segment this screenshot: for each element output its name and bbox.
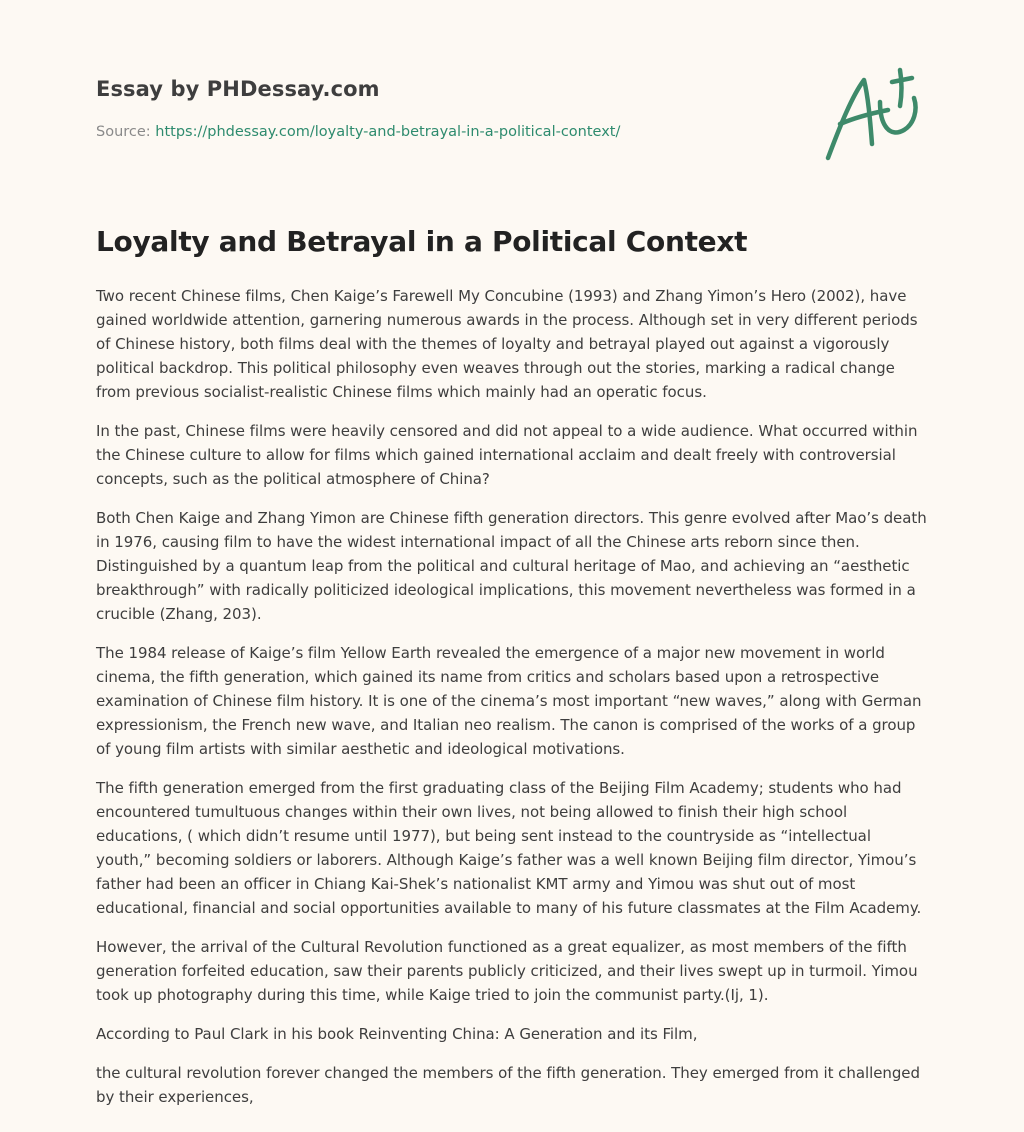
source-line xyxy=(96,124,620,140)
source-label: Source: xyxy=(96,124,156,140)
essay-body xyxy=(96,284,928,1124)
paragraph: the cultural revolution forever changed the members of the fifth generation. They emerged from it challenged by their experiences, xyxy=(96,1064,920,1106)
paragraph: In the past, Chinese films were heavily censored and did not appeal to a wide audience. What occurred within the Chinese culture to allow for films which gained international acclaim and dealt freely with controversial concepts, such as the political atmosphere of China? xyxy=(96,422,918,488)
source-link[interactable]: https://phdessay.com/loyalty-and-betrayal-in-a-political-context/ xyxy=(155,124,621,140)
site-brand: Essay by PHDessay.com xyxy=(96,77,380,101)
paragraph: Both Chen Kaige and Zhang Yimon are Chinese fifth generation directors. This genre evolved after Mao’s death in 1976, causing film to have the widest international impact of all the Chinese arts reborn since then. Distinguished by a quantum leap from the political and cultural heritage of Mao, and achieving an “aesthetic breakthrough” with radically politicized ideological implications, this movement nevertheless was formed in a crucible (Zhang, 203). xyxy=(96,509,927,623)
paragraph: The 1984 release of Kaige’s film Yellow Earth revealed the emergence of a major new movement in world cinema, the fifth generation, which gained its name from critics and scholars based upon a retrospective examination of Chinese film history. It is one of the cinema’s most important “new waves,” along with German expressionism, the French new wave, and Italian neo realism. The canon is comprised of the works of a group of young film artists with similar aesthetic and ideological motivations. xyxy=(96,644,922,758)
paragraph: The fifth generation emerged from the first graduating class of the Beijing Film Academy; students who had encountered tumultuous changes within their own lives, not being allowed to finish their high school educations, ( which didn’t resume until 1977), but being sent instead to the countryside as “intellectual youth,” becoming soldiers or laborers. Although Kaige’s father was a well known Beijing film director, Yimou’s father had been an officer in Chiang Kai-Shek’s nationalist KMT army and Yimou was shut out of most educational, financial and social opportunities available to many of his future classmates at the Film Academy. xyxy=(96,779,922,917)
paragraph: Two recent Chinese films, Chen Kaige’s Farewell My Concubine (1993) and Zhang Yimon’s Hero (2002), have gained worldwide attention, garnering numerous awards in the process. Although set in very different periods of Chinese history, both films deal with the themes of loyalty and betrayal played out against a vigorously political backdrop. This political philosophy even weaves through out the stories, marking a radical change from previous socialist-realistic Chinese films which mainly had an operatic focus. xyxy=(96,287,918,401)
paragraph: According to Paul Clark in his book Reinventing China: A Generation and its Film, xyxy=(96,1025,698,1043)
paragraph: However, the arrival of the Cultural Revolution functioned as a great equalizer, as most members of the fifth generation forfeited education, saw their parents publicly criticized, and their lives swept up in turmoil. Yimou took up photography during this time, while Kaige tried to join the communist party.(Ij, 1). xyxy=(96,938,918,1004)
a-plus-icon xyxy=(818,66,928,166)
essay-title: Loyalty and Betrayal in a Political Context xyxy=(96,225,748,258)
